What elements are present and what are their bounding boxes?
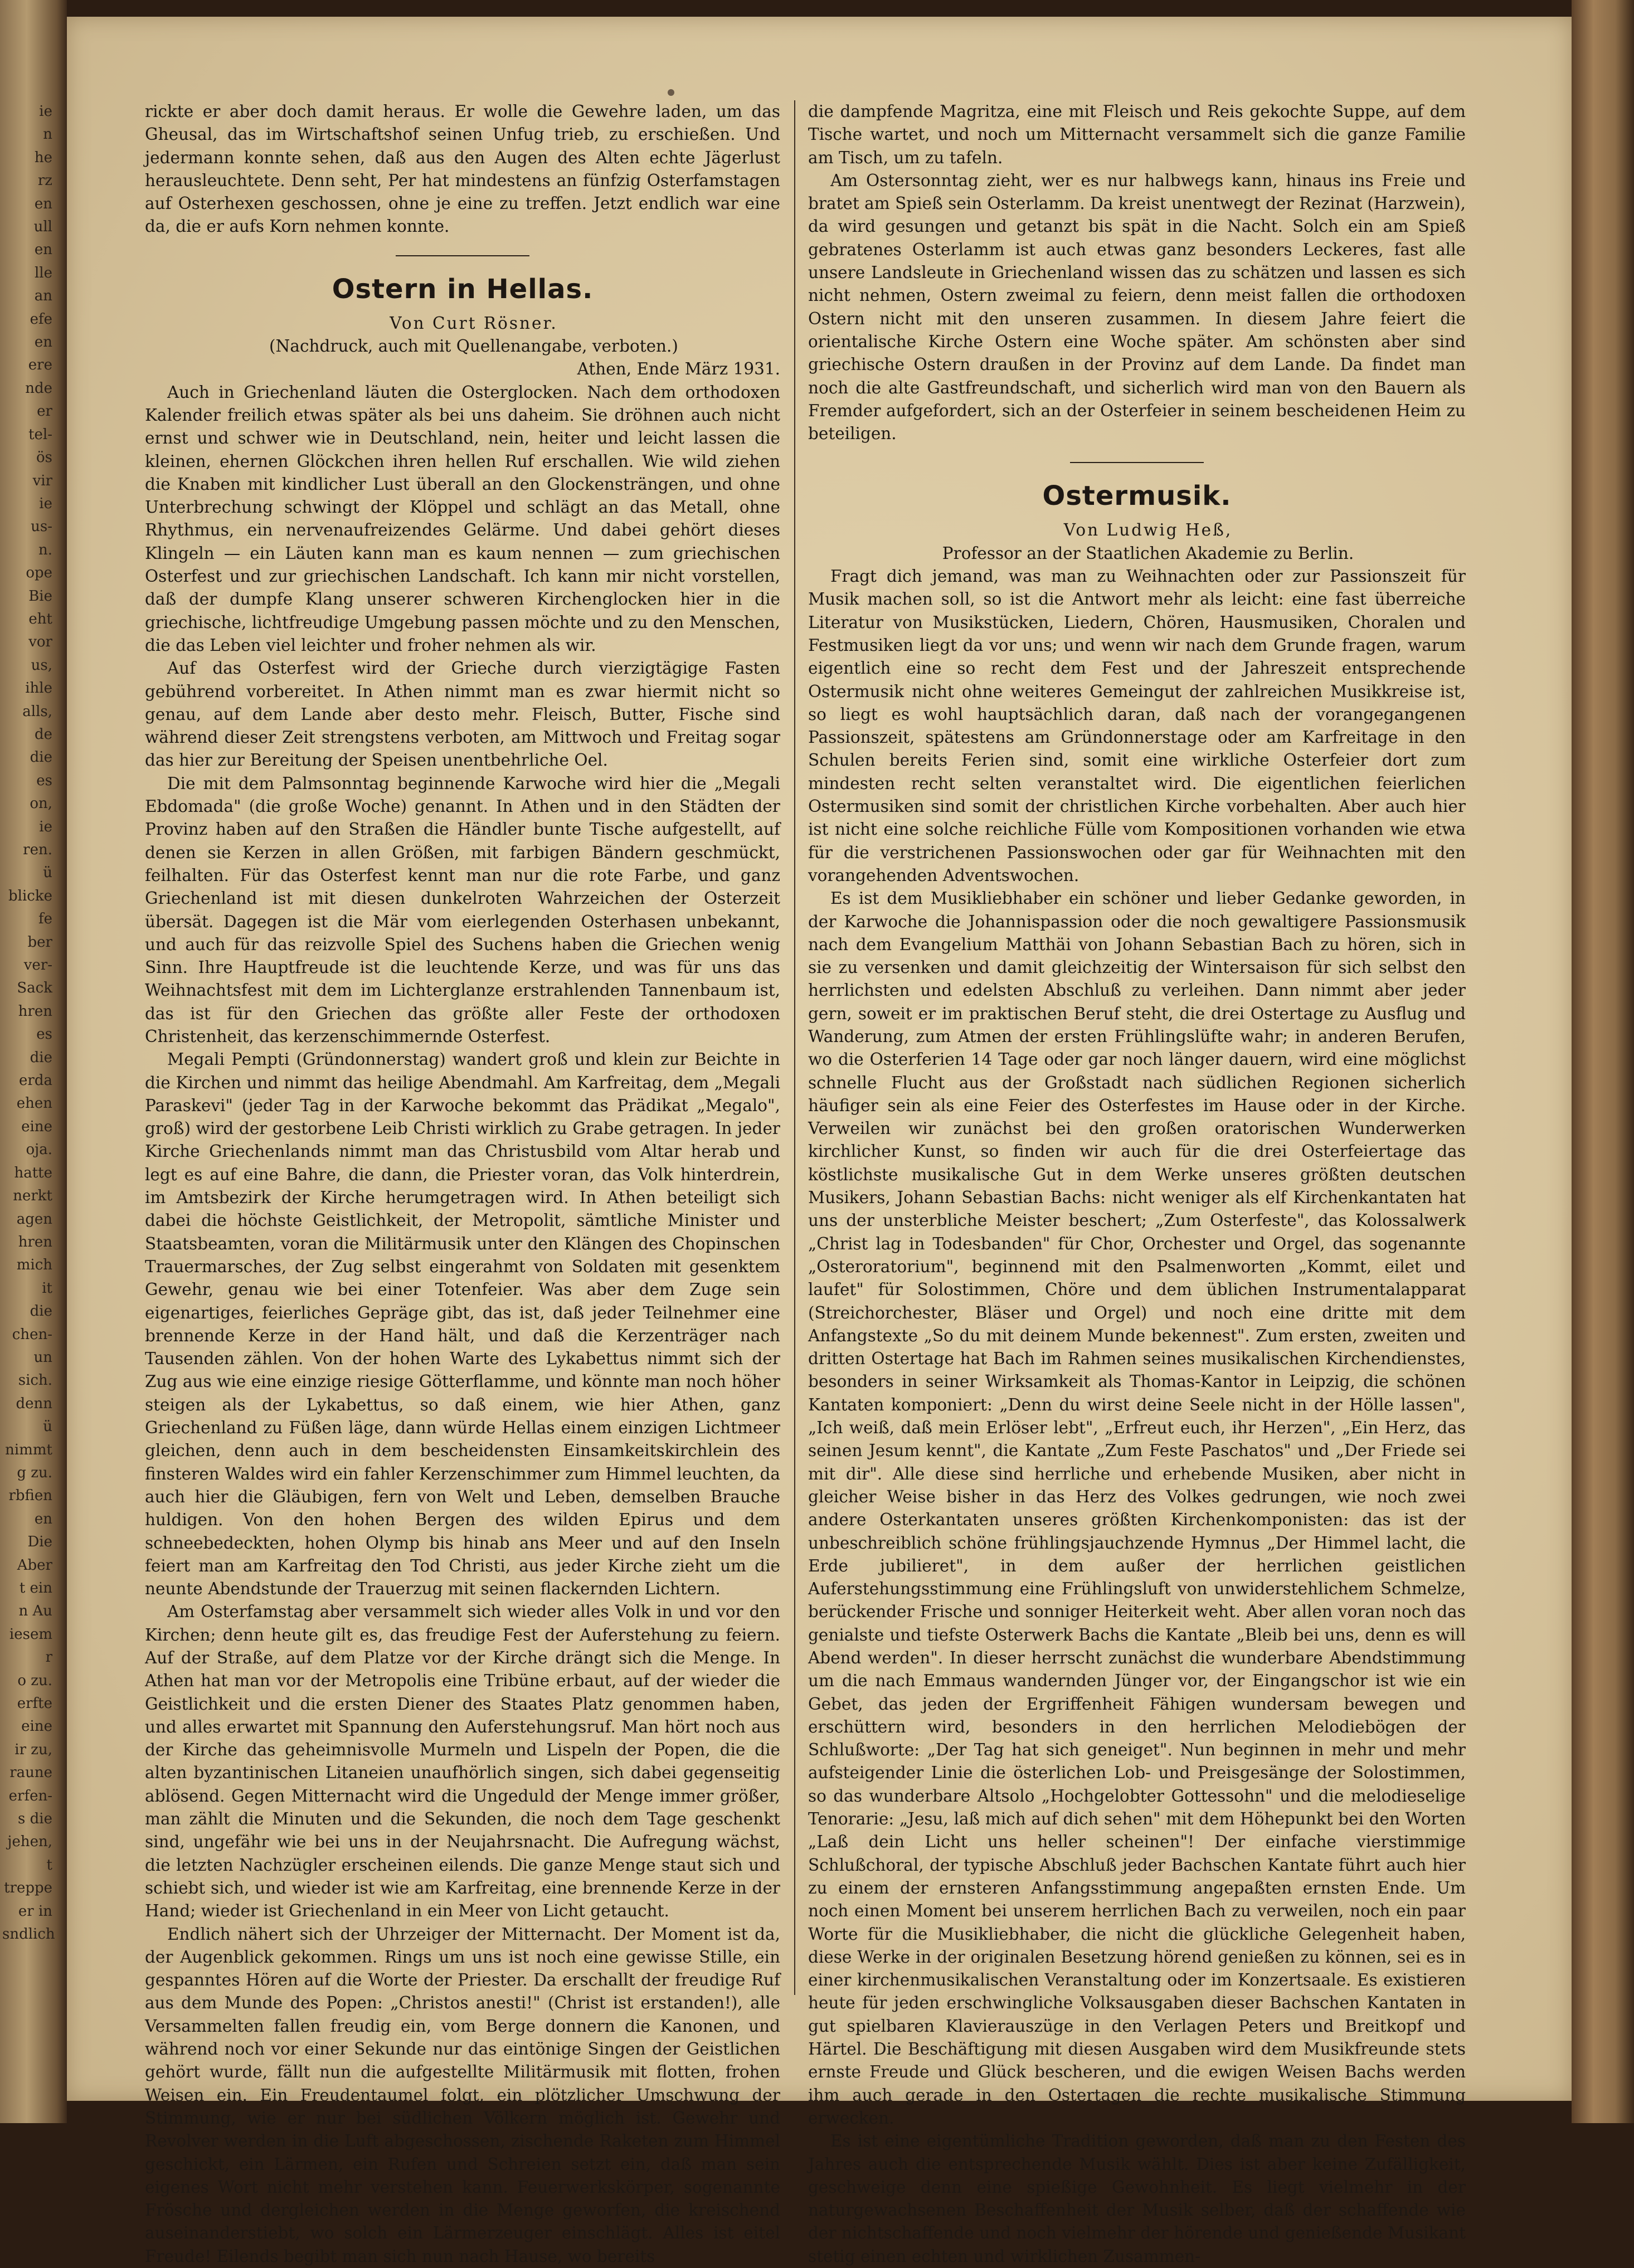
adjacent-page-text-fragments: [2, 100, 55, 1946]
margin-fragment: vir: [32, 472, 52, 489]
margin-fragment: en: [34, 241, 52, 259]
margin-fragment: t ein: [19, 1580, 52, 1597]
margin-fragment: es: [36, 1026, 52, 1043]
column-divider: [794, 100, 795, 1995]
margin-fragment: ir zu,: [14, 1741, 52, 1758]
margin-fragment: ös: [36, 449, 52, 466]
book-edge-right: [1572, 0, 1634, 2123]
margin-fragment: n Au: [18, 1603, 52, 1620]
margin-fragment: us-: [31, 518, 52, 536]
margin-fragment: nde: [25, 379, 52, 397]
margin-fragment: Sack: [17, 980, 52, 997]
margin-fragment: erfen-: [8, 1787, 52, 1804]
margin-fragment: o zu.: [17, 1672, 52, 1689]
margin-fragment: t: [46, 1856, 52, 1873]
article-paragraph: Die mit dem Palmsonntag beginnende Karwoche wird hier die „Megali Ebdomada" (die große Woche) genannt. In Athen und in den Städten der Provinz haben auf den Straßen die Händler bunte Tische aufgestellt, auf denen sie Kerzen in allen Größen, mit farbigen Bändern geschmückt, feilhalten. Für das Osterfest kennt man nur die rote Farbe, und ganz Griechenland ist mit diesen dunkelroten Wahrzeichen der Osterzeit übersät. Dagegen ist die Mär vom eierlegenden Osterhasen unbekannt, und auch für das reizvolle Spiel des Suchens haben die Griechen wenig Sinn. Ihre Hauptfreude ist die leuchtende Kerze, und was für uns das Weihnachtsfest mit dem im Lichterglanze erstrahlenden Tannenbaum ist, das ist für den Griechen das größte aller Feste der orthodoxen Christenheit, das kerzenschimmernde Osterfest.: [145, 773, 780, 1046]
margin-fragment: s die: [18, 1810, 52, 1828]
left-column: [145, 100, 780, 2268]
margin-fragment: er in: [18, 1902, 52, 1920]
author-affiliation: Professor an der Staatlichen Akademie zu Berlin.: [942, 543, 1354, 563]
margin-fragment: n.: [38, 541, 52, 558]
margin-fragment: ver-: [23, 957, 52, 974]
margin-fragment: die: [30, 1303, 52, 1320]
margin-fragment: Bie: [28, 587, 52, 605]
margin-fragment: hren: [18, 1233, 52, 1250]
margin-fragment: ull: [33, 218, 52, 236]
margin-fragment: on,: [30, 795, 52, 812]
margin-fragment: he: [34, 149, 52, 166]
article-byline: Von Ludwig Heß,: [1063, 520, 1233, 540]
margin-fragment: rbfien: [8, 1487, 52, 1505]
article-paragraph: Es ist eine eigentümliche Tradition geworden, daß man zu den Festen des Jahres auch die entsprechende Musik wählt. Dies ist aber keine Zufälligkeit, geschweige denn eine spießige Gewohnheit. Es liegt vielmehr in der naturgewachsenen Beschaffenheit der Musik selber, daß der schaffende wie der nichtschaffende und noch vielmehr der hörende und genießende Musikant stetig einen echten und wirklichen Zusammen-: [808, 2131, 1466, 2266]
continuation-paragraph: Am Ostersonntag zieht, wer es nur halbwegs kann, hinaus ins Freie und bratet am Spieß sein Osterlamm. Da kreist unentwegt der Rezinat (Harzwein), da wird gesungen und getanzt bis spät in die Nacht. Solch ein am Spieß gebratenes Osterlamm ist auch etwas ganz besonders Leckeres, fast alle unsere Landsleute in Griechenland wissen das zu schätzen und lassen es sich nicht nehmen, Ostern zweimal zu feiern, denn meist fallen die orthodoxen Ostern nicht mit den unseren zusammen. In diesem Jahre feiert die orientalische Kirche Ostern eine Woche später. Am schönsten aber sind griechische Ostern draußen in der Provinz auf dem Lande. Da findet man noch die alte Gastfreundschaft, und sicherlich wird man von den Bauern als Fremder aufgefordert, sich an der Osterfeier in seinem bescheidenen Heim zu beteiligen.: [808, 171, 1466, 444]
article-dateline: Athen, Ende März 1931.: [577, 359, 780, 379]
article-title: Ostern in Hellas.: [332, 273, 594, 305]
article-paragraph: Es ist dem Musikliebhaber ein schöner und lieber Gedanke geworden, in der Karwoche die Johannispassion oder die noch gewaltigere Passionsmusik nach dem Evangelium Matthäi von Johann Sebastian Bach zu hören, sich in sie zu versenken und damit gleichzeitig der Wintersaison für sich selbst den herrlichsten und edelsten Abschluß zu verleihen. Dann nimmt aber jeder gern, soweit er im praktischen Beruf steht, die drei Ostertage zu Ausflug und Wanderung, zum Atmen der ersten Frühlingslüfte wahr; in anderen Berufen, wo die Osterferien 14 Tage oder gar noch länger dauern, wird eine möglichst schnelle Flucht aus der Großstadt nach südlichen Regionen sicherlich häufiger sein als eine Feier des Osterfestes im Hause oder in der Kirche. Verweilen wir zunächst bei den großen oratorischen Wunderwerken kirchlicher Kunst, so finden wir auch für die drei Osterfeiertage das köstlichste musikalische Gut in dem Werke unseres größten deutschen Musikers, Johann Sebastian Bachs: nicht weniger als elf Kirchenkantaten hat uns der unsterbliche Meister beschert; „Zum Osterfeste", das Kolossalwerk „Christ lag in Todesbanden" für Chor, Orchester und Orgel, das sogenannte „Osteroratorium", beginnend mit den Psalmenworten „Kommt, eilet und laufet" für Solostimmen, Chöre und dem üblichen Instrumentalapparat (Streichorchester, Bläser und Orgel) und noch eine dritte mit dem Anfangstexte „So du mit deinem Munde bekennest". Zum ersten, zweiten und dritten Ostertage hat Bach im Rahmen seines musikalischen Kirchendienstes, besonders in seiner Wirksamkeit als Thomas-Kantor in Leipzig, die schönen Kantaten komponiert: „Denn du wirst deine Seele nicht in der Hölle lassen", „Ich weiß, daß mein Erlöser lebt", „Erfreut euch, ihr Herzen", „Ein Herz, das seinen Jesum kennt", die Kantate „Zum Feste Paschatos" und „Der Friede sei mit dir". Alle diese sind herrliche und erhebende Musiken, aber nicht in gleicher Weise bisher in das Herz des Volkes gedrungen, wie noch zwei andere Osterkantaten unseres größten Kirchenkomponisten: das ist der unbeschreiblich schöne frühlingsjauchzende Hymnus „Der Himmel lacht, die Erde jubilieret", in dem außer der herrlichen geistlichen Auferstehungsstimmung eine Frühlingsluft von unwiderstehlichem Schmelze, berückender Frische und sonniger Heiterkeit weht. Aber allen voran noch das genialste und tiefste Osterwerk Bachs die Kantate „Bleib bei uns, denn es will Abend werden". In dieser herrscht zunächst die wunderbare Abendstimmung um die nach Emmaus wandernden Jünger vor, der Eingangschor ist wie ein Gebet, das jeden der Ergriffenheit Fähigen wundersam bewegen und erschüttern wird, besonders in den herrlichen Melodiebögen der Schlußworte: „Der Tag hat sich geneiget". Nun beginnen in mehr und mehr aufsteigender Linie die österlichen Lob- und Preisgesänge der Solostimmen, so das wunderbare Altsolo „Hochgelobter Gottessohn" und die melodieselige Tenorarie: „Jesu, laß mich auf dich sehen" mit dem Höhepunkt bei den Worten „Laß dein Licht uns heller scheinen"! Der einfache vierstimmige Schlußchoral, der typische Abschluß jeder Bachschen Kantate führt auch hier zu einem der ernsteren Anfangsstimmung angepaßten ernsten Ende. Um noch einen Moment bei unserem herrlichen Bach zu verweilen, noch ein paar Worte für die Musikliebhaber, die nicht die glückliche Gelegenheit haben, diese Werke in der originalen Besetzung hörend genießen zu können, sei es in einer kirchenmusikalischen Veranstaltung oder im Konzertsaale. Es existieren heute für jeden erschwingliche Volksausgaben dieser Bachschen Kantaten in gut spielbaren Klavierauszüge in den Verlagen Peters und Breitkopf und Härtel. Die Beschäftigung mit diesen Ausgaben wird dem Musikfreunde stets ernste Freude und Glück bescheren, und die ewigen Weisen Bachs werden ihm auch gerade in den Ostertagen die rechte musikalische Stimmung erwecken.: [808, 889, 1466, 2128]
margin-fragment: sich.: [18, 1372, 52, 1389]
margin-fragment: g zu.: [17, 1464, 52, 1481]
article-paragraph: Endlich nähert sich der Uhrzeiger der Mitternacht. Der Moment ist da, der Augenblick gekommen. Rings um uns ist noch eine gewisse Stille, ein gespanntes Hören auf die Worte der Priester. Da erschallt der freudige Ruf aus dem Munde des Popen: „Christos anesti!" (Christ ist erstanden!), alle Versammelten fallen freudig ein, vom Berge donnern die Kanonen, und während noch vor einer Sekunde nur das eintönige Singen der Geistlichen gehört wurde, fällt nun die aufgestellte Militärmusik mit flotten, frohen Weisen ein. Ein Freudentaumel folgt, ein plötzlicher Umschwung der Stimmung, wie er nur bei südlichen Völkern möglich ist. Gewehr und Revolver werden in die Luft abgeschossen, zischende Raketen zum Himmel geschickt, ein Lärmen, ein Rufen und Schreien setzt ein, daß man sein eigenes Wort nicht mehr verstehen kann. Feuerwerkskörper, sogenannte Frösche und dergleichen werden in die Menge geworfen, die kreischend auseinanderstiebt, wo solch ein Lärmerzeuger einschlägt. Alles ist eitel Freude! Eilends begibt man sich nun nach Hause, wo bereits: [145, 1924, 780, 2266]
margin-fragment: Die: [27, 1534, 52, 1551]
margin-fragment: nerkt: [13, 1187, 52, 1205]
margin-fragment: erfte: [17, 1695, 52, 1712]
margin-fragment: agen: [16, 1210, 52, 1228]
margin-fragment: nimmt: [5, 1441, 52, 1458]
margin-fragment: hatte: [14, 1164, 52, 1181]
section-rule: [1070, 462, 1204, 463]
margin-fragment: blicke: [8, 887, 52, 904]
article-paragraph: Auch in Griechenland läuten die Osterglocken. Nach dem orthodoxen Kalender freilich etwas später als bei uns daheim. Sie dröhnen auch nicht ernst und schwer wie in Deutschland, nein, heiter und leicht lassen die kleinen, ehernen Glöckchen ihren hellen Ruf erschallen. Wie wild ziehen die Knaben mit kindlicher Lust überall an den Glockensträngen, und ohne Unterbrechung schwingt der Klöppel und schlägt an das Metall, ohne Rhythmus, ein nervenaufreizendes Gelärme. Und dabei gehört dieses Klingeln — ein Läuten kann man es kaum nennen — zum griechischen Osterfest und zur griechischen Landschaft. Ich kann mir nicht vorstellen, daß der dumpfe Klang unserer schweren Kirchenglocken hier in die griechische, lichtfreudige Umgebung passen möchte und zu den Menschen, die das Leben viel leichter und froher nehmen als wir.: [145, 382, 780, 655]
margin-fragment: r: [45, 1649, 52, 1666]
margin-fragment: ie: [39, 818, 52, 835]
margin-fragment: chen-: [12, 1326, 52, 1343]
margin-fragment: ü: [43, 1418, 52, 1435]
margin-fragment: die: [30, 749, 52, 766]
margin-fragment: die: [30, 1049, 52, 1066]
margin-fragment: efe: [30, 310, 52, 328]
margin-fragment: ope: [26, 564, 52, 582]
margin-fragment: iesem: [9, 1625, 52, 1643]
margin-fragment: ber: [27, 933, 52, 951]
margin-fragment: ü: [43, 864, 52, 882]
section-rule: [396, 255, 529, 256]
margin-fragment: er: [37, 403, 52, 420]
margin-fragment: un: [33, 1349, 52, 1366]
margin-fragment: treppe: [4, 1880, 52, 1897]
margin-fragment: es: [36, 772, 52, 789]
margin-fragment: it: [42, 1279, 52, 1297]
article-paragraph: Megali Pempti (Gründonnerstag) wandert groß und klein zur Beichte in die Kirchen und nimmt das heilige Abendmahl. Am Karfreitag, dem „Megali Paraskevi" (jeder Tag in der Karwoche bekommt das Prädikat „Megalo", groß) wird der gestorbene Leib Christi wirklich zu Grabe getragen. In jeder Kirche Griechenlands nimmt man das Christusbild vom Altar herab und legt es auf eine Bahre, die dann, die Priester voran, das Volk hinterdrein, im Amtsbezirk der Kirche herumgetragen wird. In Athen beteiligt sich dabei die höchste Geistlichkeit, der Metropolit, sämtliche Minister und Staatsbeamten, voran die Militärmusik unter den Klängen des Chopinschen Trauermarsches, der Zug selbst eingerahmt von Soldaten mit gesenktem Gewehr, genau wie bei einer Totenfeier. Was aber dem Zuge sein eigenartiges, feierliches Gepräge gibt, das ist, daß jeder Teilnehmer eine brennende Kerze in der Hand hält, und daß die Kerzenträger nach Tausenden zählen. Von der hohen Warte des Lykabettus nimmt sich der Zug aus wie eine einzige riesige Götterflamme, und könnte man noch höher steigen als der Lykabettus, so daß einem, wie hier Athen, ganz Griechenland zu Füßen läge, dann würde Hellas einem einzigen Lichtmeer gleichen, denn auch in dem bescheidensten Einsamkeitskirchlein des finsteren Waldes wird ein fahler Kerzenschimmer zum Himmel leuchten, da auch hier die Gläubigen, fern von Welt und Leben, demselben Brauche huldigen. Von den hohen Bergen des wilden Epirus und dem schneebedeckten, hohen Olymp bis hinab ans Meer und auf den Inseln feiert man am Karfreitag den Tod Christi, aus jeder Kirche zieht um die neunte Abendstunde der Trauerzug mit seinen flackernden Lichtern.: [145, 1050, 780, 1599]
margin-fragment: ie: [39, 103, 52, 120]
page-speck: [668, 89, 674, 96]
margin-fragment: tel-: [28, 426, 52, 443]
margin-fragment: erda: [19, 1072, 52, 1089]
margin-fragment: ehen: [16, 1095, 52, 1112]
article-title: Ostermusik.: [1042, 480, 1232, 512]
margin-fragment: lle: [34, 264, 52, 281]
newspaper-page: [67, 17, 1572, 2266]
right-column: [808, 100, 1466, 2268]
book-spine-left: [0, 0, 67, 2123]
margin-fragment: denn: [16, 1395, 52, 1412]
margin-fragment: alls,: [22, 703, 52, 720]
article-paragraph: Am Osterfamstag aber versammelt sich wieder alles Volk in und vor den Kirchen; denn heute gilt es, das freudige Fest der Auferstehung zu feiern. Auf der Straße, auf dem Platze vor der Kirche drängt sich die Menge. In Athen hat man vor der Metropolis eine Tribüne erbaut, auf der wieder die Geistlichkeit und die ersten Diener des Staates Platz genommen haben, und alles erwartet mit Spannung den Auferstehungsruf. Man hört noch aus der Kirche das geheimnisvolle Murmeln und Lispeln der Popen, die die alten byzantinischen Litaneien unaufhörlich singen, sich dabei gegenseitig ablösend. Gegen Mitternacht wird die Ungeduld der Menge immer größer, man zählt die Minuten und die Sekunden, die noch dem Tage geschenkt sind, ungefähr wie bei uns in der Neujahrsnacht. Die Aufregung wächst, die letzten Nachzügler erscheinen eilends. Die ganze Menge staut sich und schiebt sich, und wieder ist wie am Karfreitag, eine brennende Kerze in der Hand; wieder ist Griechenland in ein Meer von Licht getaucht.: [145, 1602, 780, 1921]
margin-fragment: ie: [39, 495, 52, 512]
margin-fragment: en: [34, 1510, 52, 1527]
margin-fragment: Aber: [17, 1556, 52, 1574]
reprint-note: (Nachdruck, auch mit Quellenangabe, verboten.): [269, 337, 678, 356]
margin-fragment: eht: [28, 610, 52, 627]
margin-fragment: mich: [16, 1257, 52, 1274]
margin-fragment: en: [34, 195, 52, 212]
continuation-paragraph: die dampfende Magritza, eine mit Fleisch und Reis gekochte Suppe, auf dem Tische wartet, und noch um Mitternacht versammelt sich die ganze Familie am Tisch, um zu tafeln.: [808, 102, 1466, 167]
margin-fragment: hren: [18, 1002, 52, 1020]
margin-fragment: eine: [21, 1118, 52, 1135]
article-paragraph: Auf das Osterfest wird der Grieche durch vierzigtägige Fasten gebührend vorbereitet. In Athen nimmt man es zwar hiermit nicht so genau, auf dem Lande aber desto mehr. Fleisch, Butter, Fische sind während dieser Zeit strengstens verboten, am Mittwoch und Freitag sogar das hier zur Bereitung der Speisen unentbehrliche Oel.: [145, 659, 780, 770]
margin-fragment: ere: [28, 357, 52, 374]
margin-fragment: ren.: [23, 841, 52, 858]
margin-fragment: rz: [37, 172, 52, 189]
margin-fragment: en: [34, 334, 52, 351]
margin-fragment: vor: [28, 634, 52, 651]
margin-fragment: oja.: [26, 1141, 52, 1159]
margin-fragment: eine: [21, 1718, 52, 1735]
article-byline: Von Curt Rösner.: [390, 313, 558, 333]
margin-fragment: an: [34, 288, 52, 305]
margin-fragment: jehen,: [7, 1833, 52, 1851]
margin-fragment: us,: [31, 656, 52, 674]
margin-fragment: de: [34, 726, 52, 743]
margin-fragment: fe: [38, 911, 52, 928]
margin-fragment: ihle: [25, 680, 52, 697]
margin-fragment: raune: [9, 1764, 52, 1782]
article-paragraph: Fragt dich jemand, was man zu Weihnachten oder zur Passionszeit für Musik machen soll, so ist die Antwort mehr als leicht: eine fast überreiche Literatur von Musikstücken, Liedern, Chören, Hausmusiken, Choralen und Festmusiken liegt da vor uns; und wenn wir nach dem Grunde fragen, warum eigentlich eine so recht dem Fest und der Jahreszeit entsprechende Ostermusik nicht ohne weiteres Gemeingut der zahlreichen Musikkreise ist, so liegt es wohl hauptsächlich daran, daß nach der vorangegangenen Passionszeit, spätestens am Gründonnerstage oder am Karfreitage in den Schulen bereits Ferien sind, somit eine wirkliche Osterfeier dort zum mindesten recht selten veranstaltet wird. Die eigentlichen feierlichen Ostermusiken sind somit der christlichen Kirche vorbehalten. Aber auch hier ist nicht eine solche reichliche Fülle vom Kompositionen vorhanden wie etwa für die verstrichenen Passionswochen oder gar für Weihnachten mit den vorangehenden Adventswochen.: [808, 567, 1466, 885]
margin-fragment: n: [43, 126, 52, 143]
margin-fragment: sndlich: [2, 1926, 55, 1943]
intro-paragraph: rickte er aber doch damit heraus. Er wolle die Gewehre laden, um das Gheusal, das im Wirtschaftshof seinen Unfug trieb, zu erschießen. Und jedermann konnte sehen, daß aus den Augen des Alten echte Jägerlust herausleuchtete. Denn seht, Per hat mindestens an fünfzig Osterfamstagen auf Osterhexen geschossen, ohne je eine zu treffen. Jetzt endlich war eine da, die er aufs Korn nehmen konnte.: [145, 102, 780, 236]
